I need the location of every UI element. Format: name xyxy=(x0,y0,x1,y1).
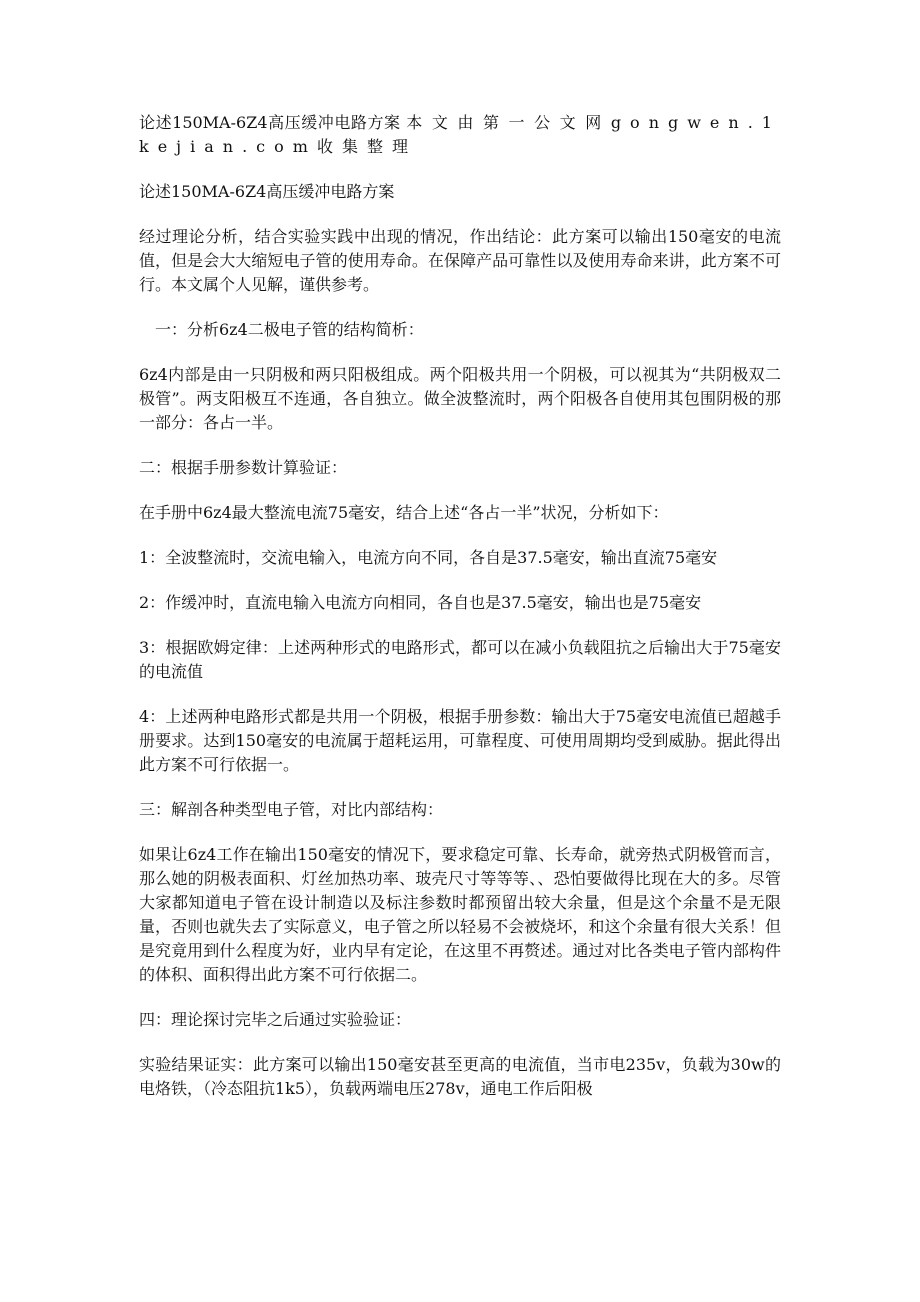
list-item-1: 1：全波整流时，交流电输入，电流方向不同，各自是37.5毫安，输出直流75毫安 xyxy=(139,548,718,567)
header-title: 论述150MA-6Z4高压缓冲电路方案 xyxy=(139,113,401,132)
section-heading-4: 四：理论探讨完毕之后通过实验验证： xyxy=(139,1010,412,1029)
paragraph-experiment: 实验结果证实：此方案可以输出150毫安甚至更高的电流值，当市电235v，负载为30w的电烙铁，（冷态阻抗1k5），负载两端电压278v，通电工作后阳极 xyxy=(139,1055,781,1098)
header-source-suffix: 收集整理 xyxy=(316,137,417,156)
document-title: 论述150MA-6Z4高压缓冲电路方案 xyxy=(139,182,395,201)
header-source-prefix: 本文由第一公文网 xyxy=(406,113,611,132)
list-item-3: 3：根据欧姆定律：上述两种形式的电路形式，都可以在减小负载阻抗之后输出大于75毫安的电流值 xyxy=(139,638,781,681)
paragraph-manual: 在手册中6z4最大整流电流75毫安，结合上述“各占一半”状况，分析如下： xyxy=(139,503,669,522)
document-header xyxy=(139,111,781,159)
paragraph-conclusion: 经过理论分析，结合实验实践中出现的情况，作出结论：此方案可以输出150毫安的电流值，但是会大大缩短电子管的使用寿命。在保障产品可靠性以及使用寿命来讲，此方案不可行。本文属个人见解，谨供参考。 xyxy=(139,227,781,294)
section-heading-3: 三：解剖各种类型电子管，对比内部结构： xyxy=(139,800,444,819)
paragraph-structure: 6z4内部是由一只阴极和两只阳极组成。两个阳极共用一个阴极，可以视其为“共阴极双二极管”。两支阳极互不连通，各自独立。做全波整流时，两个阳极各自使用其包围阴极的那一部分：各占一半。 xyxy=(139,365,781,432)
document-page xyxy=(139,111,781,1122)
list-item-4: 4：上述两种电路形式都是共用一个阴极，根据手册参数：输出大于75毫安电流值已超越手册要求。达到150毫安的电流属于超耗运用，可靠程度、可使用周期均受到威胁。据此得出此方案不可行依据一。 xyxy=(139,707,781,774)
header-source-site: gongwen.1kejian.com xyxy=(139,113,781,156)
section-heading-1: 一：分析6z4二极电子管的结构简析： xyxy=(155,320,424,339)
section-heading-2: 二：根据手册参数计算验证： xyxy=(139,458,348,477)
paragraph-dissection: 如果让6z4工作在输出150毫安的情况下，要求稳定可靠、长寿命，就旁热式阴极管而言，那么她的阴极表面积、灯丝加热功率、玻壳尺寸等等等、、恐怕要做得比现在大的多。尽管大家都知道电子管在设计制造以及标注参数时都预留出较大余量，但是这个余量不是无限量，否则也就失去了实际意义，电子管之所以轻易不会被烧坏，和这个余量有很大关系！但是究竟用到什么程度为好，业内早有定论，在这里不再赘述。通过对比各类电子管内部构件的体积、面积得出此方案不可行依据二。 xyxy=(139,845,781,984)
list-item-2: 2：作缓冲时，直流电输入电流方向相同，各自也是37.5毫安，输出也是75毫安 xyxy=(139,593,702,612)
